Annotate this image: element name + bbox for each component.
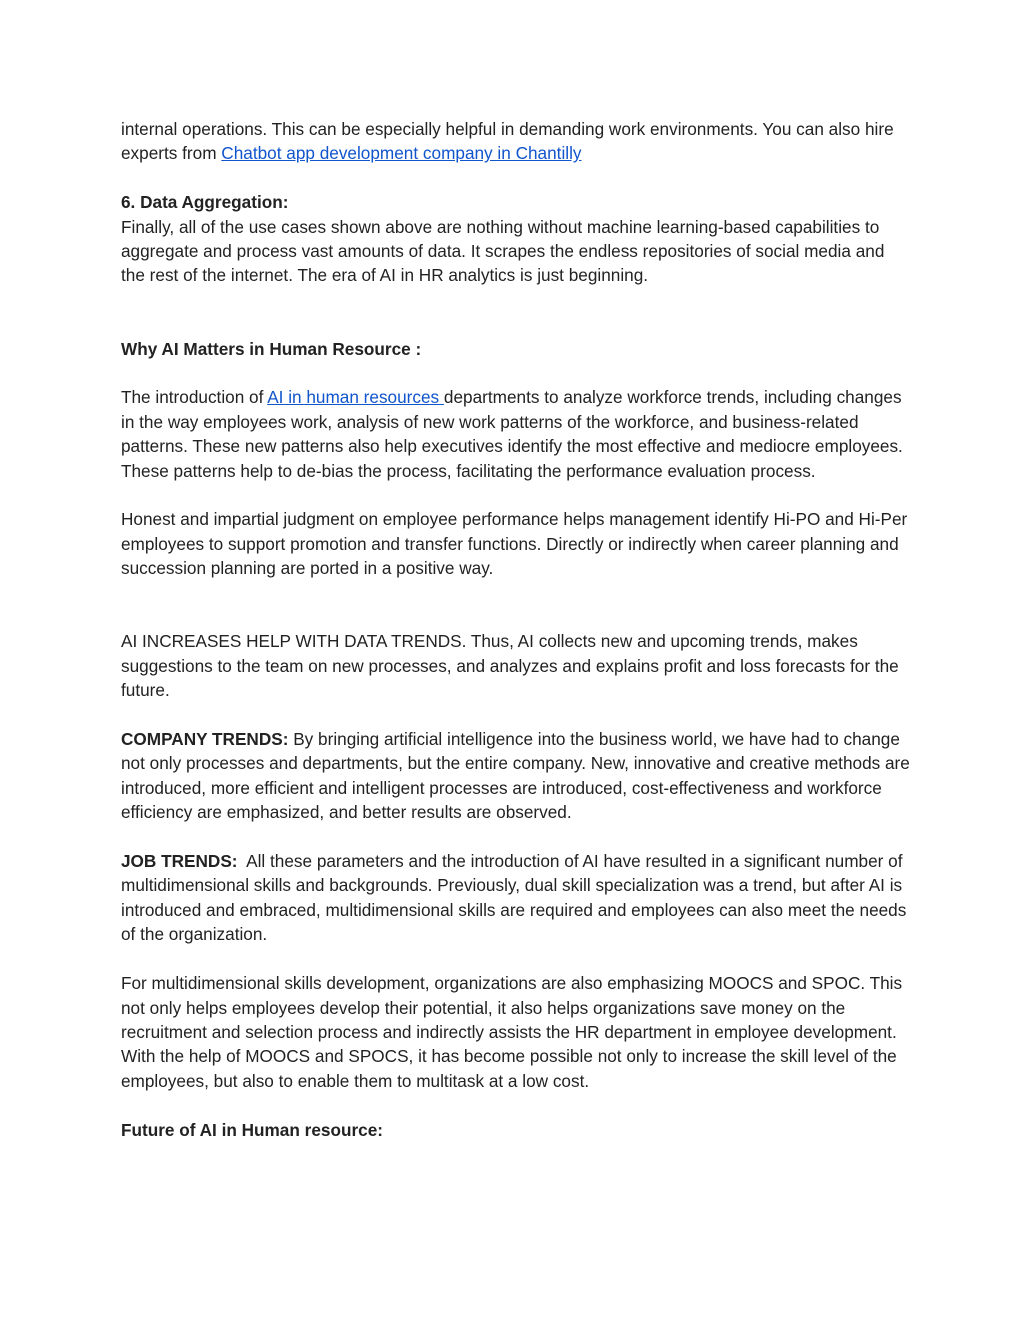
- job-trends-label: JOB TRENDS:: [121, 851, 238, 872]
- moocs-paragraph: For multidimensional skills development, organizations are also emphasizing MOOCS and SPOC. This not only helps employees develop their potential, it also helps organizations save money on the recruitment and selection process and indirectly assists the HR department in employee development. With the help of MOOCS and SPOCS, it has become possible not only to increase the skill level of the employees, but also to enable them to multitask at a low cost.: [121, 973, 903, 1091]
- why-ai-paragraph: The introduction of AI in human resources departments to analyze workforce trends, including changes in the way employees work, analysis of new work patterns of the workforce, and business-related patterns. These new patterns also help executives identify the most effective and mediocre employees. These patterns help to de-bias the process, facilitating the performance evaluation process.: [121, 387, 903, 481]
- company-trends-label: COMPANY TRENDS:: [121, 729, 289, 750]
- ai-in-hr-link[interactable]: AI in human resources: [267, 387, 444, 408]
- judgment-paragraph: Honest and impartial judgment on employee performance helps management identify Hi-PO and Hi-Per employees to support promotion and transfer functions. Directly or indirectly when career planning and succession planning are ported in a positive way.: [121, 509, 908, 579]
- document-page: [121, 117, 911, 1142]
- intro-text: internal operations. This can be especially helpful in demanding work environments. You can also hire experts from: [121, 119, 894, 164]
- why-ai-heading: Why AI Matters in Human Resource :: [121, 338, 422, 359]
- data-aggregation-paragraph: Finally, all of the use cases shown above are nothing without machine learning-based capabilities to aggregate and process vast amounts of data. It scrapes the endless repositories of social media and the rest of the internet. The era of AI in HR analytics is just beginning.: [121, 216, 885, 286]
- data-trends-paragraph: AI INCREASES HELP WITH DATA TRENDS. Thus, AI collects new and upcoming trends, makes suggestions to the team on new processes, and analyzes and explains profit and loss forecasts for the future.: [121, 631, 899, 701]
- company-trends-paragraph: COMPANY TRENDS: By bringing artificial intelligence into the business world, we have had to change not only processes and departments, but the entire company. New, innovative and creative methods are introduced, more efficient and intelligent processes are introduced, cost-effectiveness and workforce efficiency are emphasized, and better results are observed.: [121, 729, 910, 823]
- data-aggregation-heading: 6. Data Aggregation:: [121, 192, 289, 213]
- intro-paragraph: [121, 117, 911, 166]
- job-trends-paragraph: JOB TRENDS: All these parameters and the introduction of AI have resulted in a significant number of multidimensional skills and backgrounds. Previously, dual skill specialization was a trend, but after AI is introduced and embraced, multidimensional skills are required and employees can also meet the needs of the organization.: [121, 851, 912, 945]
- chatbot-company-link[interactable]: Chatbot app development company in Chantilly: [221, 143, 582, 164]
- future-heading: Future of AI in Human resource:: [121, 1119, 383, 1140]
